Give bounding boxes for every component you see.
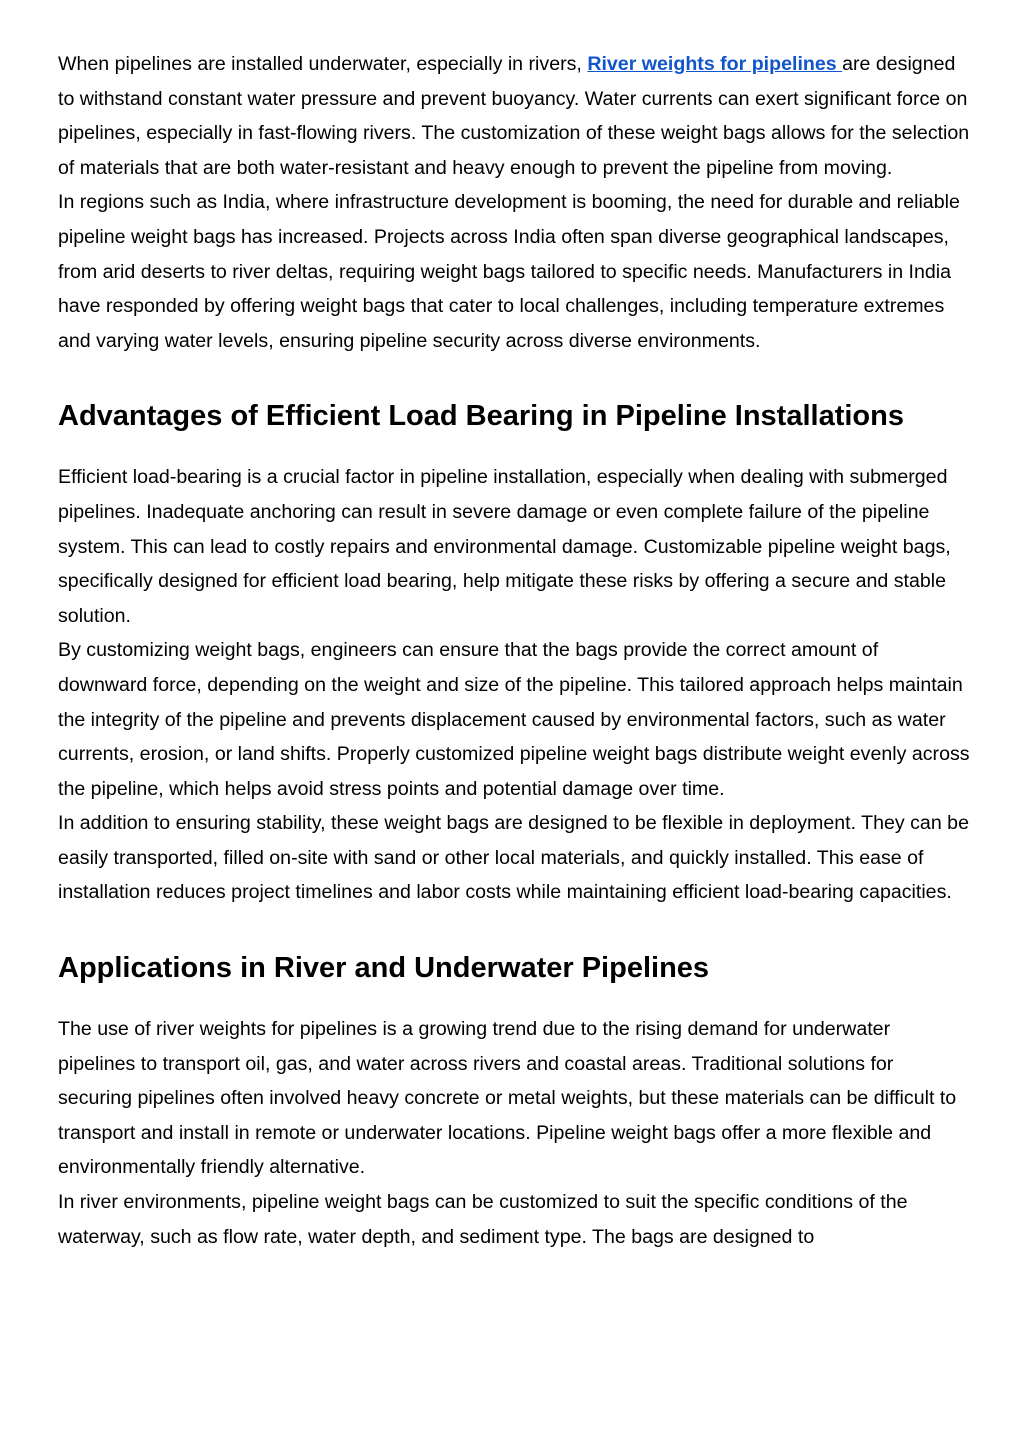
load-bearing-paragraph-2: By customizing weight bags, engineers can ensure that the bags provide the correct amount of downward force, depending on the weight and size of the pipeline. This tailored approach helps maintain the integrity of the pipeline and prevents displacement caused by environmental factors, such as water currents, erosion, or land shifts. Properly customized pipeline weight bags distribute weight evenly across the pipeline, which helps avoid stress points and potential damage over time.	[58, 639, 970, 800]
applications-paragraph-2: In river environments, pipeline weight bags can be customized to suit the specific conditions of the waterway, such as flow rate, water depth, and sediment type. The bags are designed to	[58, 1191, 908, 1248]
spacer	[58, 358, 970, 398]
spacer	[58, 434, 970, 460]
intro-text-after-link: are designed to withstand constant water pressure and prevent buoyancy. Water currents can exert significant force on pipelines, especially in fast-flowing rivers. The customization of these weight bags allows for the selection of materials that are both water-resistant and heavy enough to prevent the pipeline from moving.	[58, 53, 970, 179]
intro-paragraph-1	[58, 47, 970, 185]
section-heading-load-bearing: Advantages of Efficient Load Bearing in Pipeline Installations	[58, 400, 904, 433]
spacer	[58, 910, 970, 950]
intro-paragraph-2: In regions such as India, where infrastructure development is booming, the need for durable and reliable pipeline weight bags has increased. Projects across India often span diverse geographical landscapes, from arid deserts to river deltas, requiring weight bags tailored to specific needs. Manufacturers in India have responded by offering weight bags that cater to local challenges, including temperature extremes and varying water levels, ensuring pipeline security across diverse environments.	[58, 191, 960, 352]
spacer	[58, 986, 970, 1012]
section-heading-applications: Applications in River and Underwater Pipelines	[58, 952, 710, 985]
intro-text-before-link: When pipelines are installed underwater, especially in rivers,	[58, 53, 588, 75]
river-weights-link[interactable]: River weights for pipelines	[587, 53, 843, 75]
applications-paragraph-1: The use of river weights for pipelines is a growing trend due to the rising demand for underwater pipelines to transport oil, gas, and water across rivers and coastal areas. Traditional solutions for securing pipelines often involved heavy concrete or metal weights, but these materials can be difficult to transport and install in remote or underwater locations. Pipeline weight bags offer a more flexible and environmentally friendly alternative.	[58, 1018, 957, 1179]
load-bearing-paragraph-1: Efficient load-bearing is a crucial factor in pipeline installation, especially when dealing with submerged pipelines. Inadequate anchoring can result in severe damage or even complete failure of the pipeline system. This can lead to costly repairs and environmental damage. Customizable pipeline weight bags, specifically designed for efficient load bearing, help mitigate these risks by offering a secure and stable solution.	[58, 466, 951, 627]
document-page	[58, 47, 970, 1254]
load-bearing-paragraph-3: In addition to ensuring stability, these weight bags are designed to be flexible in deployment. They can be easily transported, filled on-site with sand or other local materials, and quickly installed. This ease of installation reduces project timelines and labor costs while maintaining efficient load-bearing capacities.	[58, 812, 969, 904]
